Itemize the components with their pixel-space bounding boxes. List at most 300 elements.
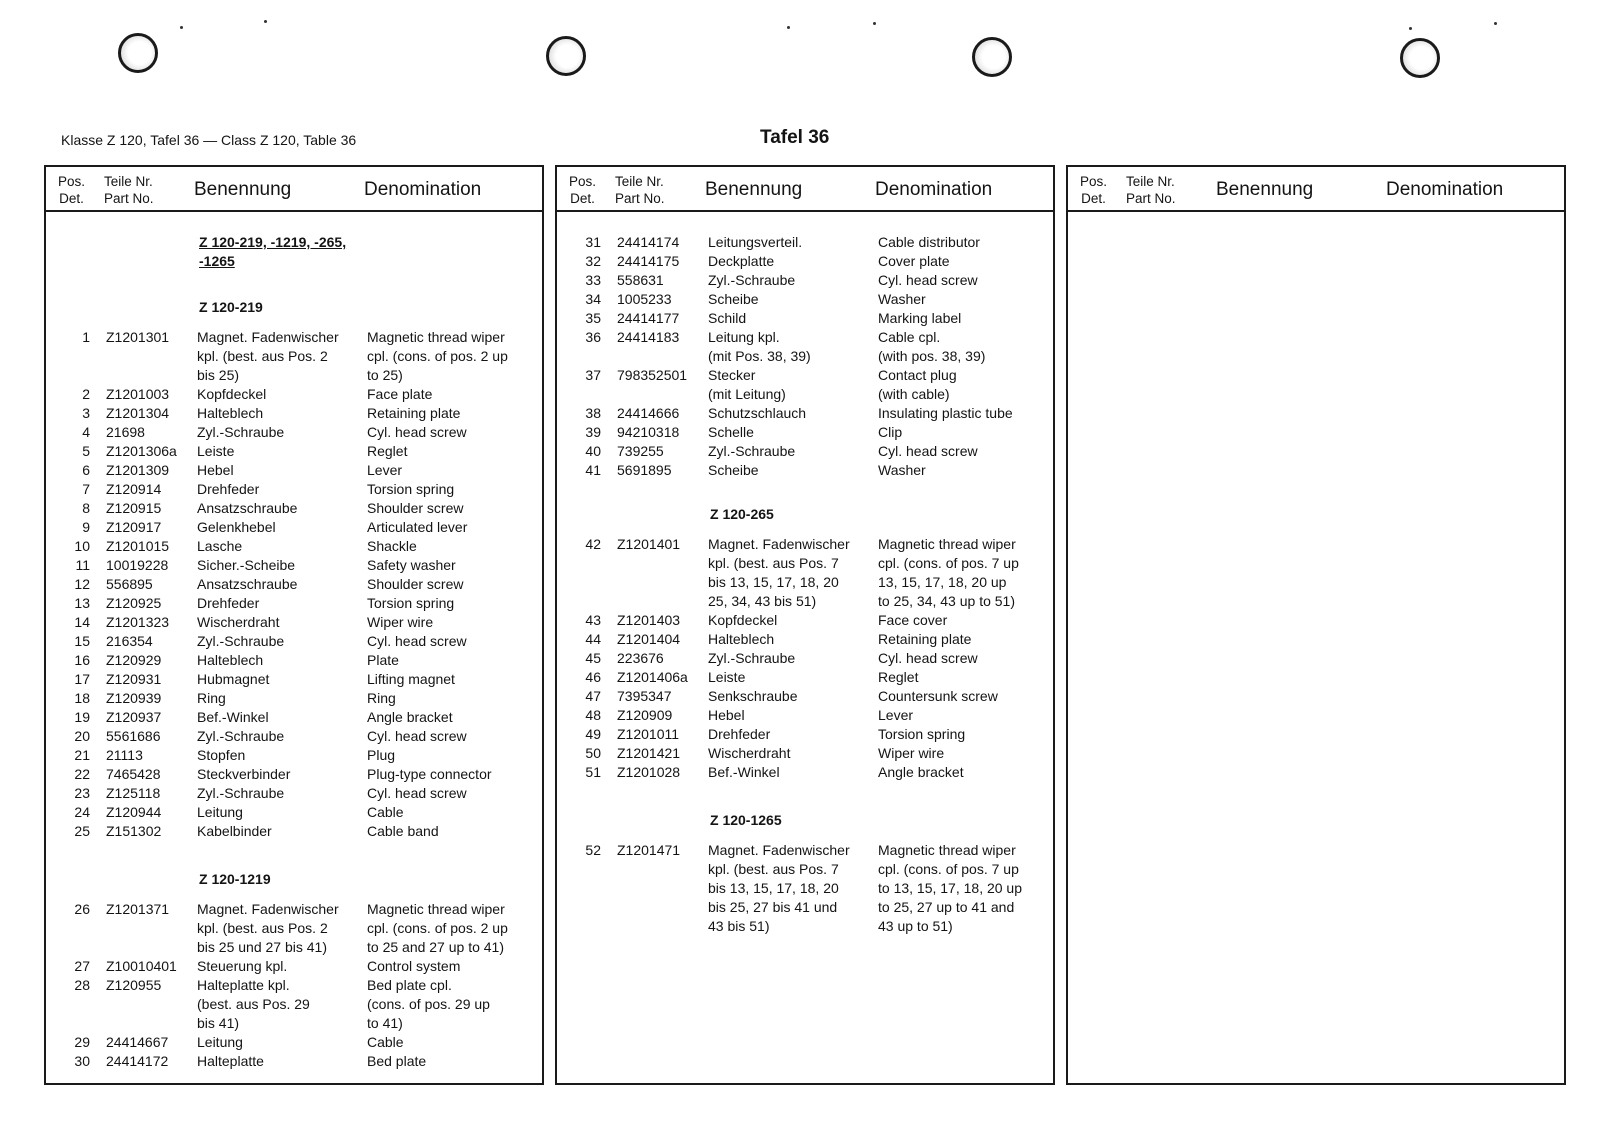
part-number-cell: Z1201401	[617, 536, 681, 553]
benennung-cell: Senkschraube	[708, 688, 798, 705]
benennung-cell: Zyl.-Schraube	[197, 633, 285, 649]
denomination-cell: to 25, 34, 43 up to 51)	[878, 593, 1015, 610]
benennung-cell: Halteblech	[197, 652, 264, 668]
table-row-continuation	[46, 919, 542, 938]
part-number-cell: Z1201323	[106, 614, 170, 630]
pos-cell: 32	[585, 253, 601, 269]
benennung-cell: Magnet. Fadenwischer	[708, 842, 850, 858]
table-row-continuation	[46, 366, 542, 385]
table-row	[557, 309, 1053, 328]
table-row-continuation	[557, 347, 1053, 366]
denomination-cell: Wiper wire	[367, 614, 434, 630]
pos-cell: 1	[82, 329, 90, 345]
benennung-cell: Ansatzschraube	[197, 500, 298, 516]
pos-cell: 47	[585, 688, 601, 705]
table-row	[46, 556, 542, 575]
part-number-cell: 216354	[106, 633, 153, 649]
benennung-cell: Ring	[197, 690, 226, 706]
benennung-cell: Schild	[708, 310, 747, 326]
section-heading: Z 120-219	[199, 298, 263, 315]
table-row	[46, 613, 542, 632]
table-row	[46, 708, 542, 727]
part-number-cell: 5561686	[106, 728, 161, 744]
col-pos-header: Pos. Det.	[569, 174, 597, 206]
denomination-cell: Cable	[367, 804, 404, 820]
table-row-continuation	[46, 938, 542, 957]
benennung-cell: Kopfdeckel	[197, 386, 267, 402]
denomination-cell: Shoulder screw	[367, 576, 464, 592]
punch-hole	[118, 33, 158, 73]
section-heading: Z 120-265	[710, 505, 774, 522]
denomination-cell: Insulating plastic tube	[878, 405, 1013, 421]
benennung-cell: Kopfdeckel	[708, 612, 778, 629]
scan-speck	[787, 26, 790, 29]
denomination-cell: to 25 and 27 up to 41)	[367, 938, 504, 955]
part-number-cell: Z1201306a	[106, 443, 177, 459]
part-number-cell: Z120917	[106, 519, 162, 535]
denomination-cell: 43 up to 51)	[878, 918, 953, 934]
scan-speck	[1494, 22, 1497, 25]
part-number-cell: Z1201011	[617, 726, 680, 743]
section-heading: Z 120-1219	[199, 870, 271, 887]
table-row	[46, 803, 542, 822]
denomination-cell: cpl. (cons. of pos. 2 up	[367, 919, 508, 936]
part-number-cell: 223676	[617, 650, 664, 667]
pos-cell: 6	[82, 462, 90, 478]
col-denomination-header: Denomination	[364, 179, 482, 200]
denomination-cell: Cyl. head screw	[878, 650, 978, 667]
denomination-cell: Magnetic thread wiper	[367, 900, 505, 917]
table-row	[46, 822, 542, 841]
page-title: Tafel 36	[760, 127, 830, 148]
benennung-cell: Schutzschlauch	[708, 405, 807, 421]
benennung-cell: Gelenkhebel	[197, 519, 276, 535]
benennung-cell: bis 13, 15, 17, 18, 20	[708, 880, 839, 896]
table-row	[46, 499, 542, 518]
part-number-cell: 7395347	[617, 688, 672, 705]
benennung-cell: (best. aus Pos. 29	[197, 995, 310, 1012]
part-number-cell: Z1201406a	[617, 669, 688, 686]
scan-speck	[264, 20, 267, 23]
col-pos-header: Pos. Det.	[58, 174, 86, 206]
col-benennung-header: Benennung	[705, 179, 803, 200]
part-number-cell: 24414666	[617, 405, 680, 421]
scan-speck	[873, 22, 876, 25]
punch-hole	[972, 37, 1012, 77]
parts-table-panel-2	[555, 165, 1055, 1085]
pos-cell: 44	[585, 631, 601, 648]
table-row	[557, 706, 1053, 725]
table-row	[557, 763, 1053, 782]
denomination-cell: Torsion spring	[878, 726, 966, 743]
part-number-cell: 5691895	[617, 462, 672, 478]
benennung-cell: bis 13, 15, 17, 18, 20	[708, 574, 839, 591]
table-row	[46, 518, 542, 537]
part-number-cell: 24414174	[617, 234, 680, 250]
part-number-cell: Z1201003	[106, 386, 170, 402]
table-row-continuation	[46, 995, 542, 1014]
benennung-cell: bis 25 und 27 bis 41)	[197, 938, 327, 955]
benennung-cell: 25, 34, 43 bis 51)	[708, 593, 817, 610]
denomination-cell: Control system	[367, 957, 461, 974]
part-number-cell: Z1201304	[106, 405, 170, 421]
denomination-cell: Face plate	[367, 386, 433, 402]
denomination-cell: Cable band	[367, 823, 439, 839]
denomination-cell: to 41)	[367, 1014, 403, 1031]
part-number-cell: 798352501	[617, 367, 688, 383]
denomination-cell: Articulated lever	[367, 519, 468, 535]
pos-cell: 41	[585, 462, 601, 478]
pos-cell: 4	[82, 424, 90, 440]
benennung-cell: bis 41)	[197, 1014, 240, 1031]
pos-cell: 38	[585, 405, 601, 421]
denomination-cell: Wiper wire	[878, 745, 945, 762]
benennung-cell: Zyl.-Schraube	[708, 443, 796, 459]
table-row	[46, 632, 542, 651]
col-denomination-header: Denomination	[875, 179, 993, 200]
pos-cell: 2	[82, 386, 90, 402]
denomination-cell: Safety washer	[367, 557, 456, 573]
pos-cell: 23	[74, 785, 90, 801]
table-row	[557, 611, 1053, 630]
benennung-cell: kpl. (best. aus Pos. 7	[708, 555, 839, 572]
section-heading: -1265	[199, 253, 235, 269]
part-number-cell: 10019228	[106, 557, 169, 573]
table-row	[46, 900, 542, 919]
pos-cell: 9	[82, 519, 90, 535]
table-header	[557, 167, 1053, 212]
table-row	[557, 668, 1053, 687]
benennung-cell: Steuerung kpl.	[197, 957, 288, 974]
table-row	[46, 784, 542, 803]
benennung-cell: Steckverbinder	[197, 766, 291, 782]
pos-cell: 30	[74, 1052, 90, 1069]
table-row	[557, 725, 1053, 744]
pos-cell: 42	[585, 536, 601, 553]
benennung-cell: Zyl.-Schraube	[197, 785, 285, 801]
denomination-cell: Torsion spring	[367, 481, 455, 497]
class-line: Klasse Z 120, Tafel 36 — Class Z 120, Table 36	[61, 132, 357, 148]
pos-cell: 52	[585, 842, 601, 858]
pos-cell: 25	[74, 823, 90, 839]
pos-cell: 17	[74, 671, 90, 687]
table-row	[46, 594, 542, 613]
pos-cell: 51	[585, 764, 601, 781]
table-row-continuation	[557, 592, 1053, 611]
pos-cell: 14	[74, 614, 90, 630]
benennung-cell: Hebel	[708, 707, 745, 724]
table-row	[46, 689, 542, 708]
denomination-cell: Shoulder screw	[367, 500, 464, 516]
benennung-cell: Drehfeder	[708, 726, 771, 743]
benennung-cell: Kabelbinder	[197, 823, 272, 839]
table-row	[557, 841, 1053, 860]
table-row	[46, 404, 542, 423]
pos-cell: 16	[74, 652, 90, 668]
pos-cell: 35	[585, 310, 601, 326]
denomination-cell: 13, 15, 17, 18, 20 up	[878, 574, 1007, 591]
benennung-cell: Schelle	[708, 424, 754, 440]
pos-cell: 24	[74, 804, 90, 820]
table-row	[557, 423, 1053, 442]
denomination-cell: Marking label	[878, 310, 962, 326]
denomination-cell: Cover plate	[878, 253, 950, 269]
denomination-cell: Reglet	[878, 669, 919, 686]
part-number-cell: 24414183	[617, 329, 680, 345]
denomination-cell: Angle bracket	[367, 709, 453, 725]
table-row	[46, 746, 542, 765]
pos-cell: 28	[74, 976, 90, 993]
part-number-cell: Z1201404	[617, 631, 681, 648]
table-row	[557, 271, 1053, 290]
denomination-cell: Cyl. head screw	[367, 424, 467, 440]
part-number-cell: 558631	[617, 272, 664, 288]
benennung-cell: Halteblech	[708, 631, 775, 648]
part-number-cell: Z120929	[106, 652, 162, 668]
denomination-cell: Face cover	[878, 612, 948, 629]
denomination-cell: Cyl. head screw	[367, 728, 467, 744]
table-row	[557, 366, 1053, 385]
table-row	[557, 649, 1053, 668]
part-number-cell: Z120925	[106, 595, 162, 611]
table-row	[557, 252, 1053, 271]
table-row-continuation	[557, 573, 1053, 592]
part-number-cell: 24414667	[106, 1033, 169, 1050]
denomination-cell: Plug	[367, 747, 396, 763]
denomination-cell: Cable	[367, 1033, 404, 1050]
part-number-cell: Z120931	[106, 671, 162, 687]
benennung-cell: 43 bis 51)	[708, 918, 770, 934]
denomination-cell: Washer	[878, 291, 926, 307]
benennung-cell: Bef.-Winkel	[197, 709, 269, 725]
part-number-cell: Z120939	[106, 690, 162, 706]
benennung-cell: Scheibe	[708, 291, 759, 307]
pos-cell: 22	[74, 766, 90, 782]
table-row	[46, 651, 542, 670]
pos-cell: 36	[585, 329, 601, 345]
table-row	[557, 687, 1053, 706]
pos-cell: 12	[74, 576, 90, 592]
pos-cell: 29	[74, 1033, 90, 1050]
table-row	[46, 727, 542, 746]
denomination-cell: to 13, 15, 17, 18, 20 up	[878, 880, 1023, 896]
benennung-cell: Stecker	[708, 367, 756, 383]
pos-cell: 49	[585, 726, 601, 743]
pos-cell: 20	[74, 728, 90, 744]
benennung-cell: kpl. (best. aus Pos. 2	[197, 919, 328, 936]
benennung-cell: Drehfeder	[197, 595, 260, 611]
part-number-cell: Z120944	[106, 804, 162, 820]
table-header	[46, 167, 542, 212]
denomination-cell: Reglet	[367, 443, 408, 459]
denomination-cell: Clip	[878, 424, 903, 440]
table-row-continuation	[557, 879, 1053, 898]
table-row	[46, 1052, 542, 1071]
table-row	[557, 630, 1053, 649]
table-row	[46, 1033, 542, 1052]
pos-cell: 3	[82, 405, 90, 421]
pos-cell: 19	[74, 709, 90, 725]
col-denomination-header: Denomination	[1386, 179, 1504, 200]
denomination-cell: Bed plate cpl.	[367, 976, 452, 993]
denomination-cell: cpl. (cons. of pos. 7 up	[878, 861, 1019, 877]
denomination-cell: Bed plate	[367, 1052, 427, 1069]
pos-cell: 40	[585, 443, 601, 459]
pos-cell: 15	[74, 633, 90, 649]
table-row-continuation	[557, 898, 1053, 917]
benennung-cell: Bef.-Winkel	[708, 764, 780, 781]
denomination-cell: Washer	[878, 462, 926, 478]
denomination-cell: Plug-type connector	[367, 766, 492, 782]
parts-table-panel-3	[1066, 165, 1566, 1085]
pos-cell: 18	[74, 690, 90, 706]
benennung-cell: Hubmagnet	[197, 671, 270, 687]
table-row	[46, 480, 542, 499]
table-row	[46, 575, 542, 594]
scan-speck	[180, 26, 183, 29]
table-row	[557, 328, 1053, 347]
denomination-cell: Countersunk screw	[878, 688, 998, 705]
pos-cell: 8	[82, 500, 90, 516]
denomination-cell: Cyl. head screw	[878, 443, 978, 459]
table-row	[46, 442, 542, 461]
col-part-header: Teile Nr. Part No.	[1126, 174, 1176, 206]
table-row	[46, 461, 542, 480]
pos-cell: 7	[82, 481, 90, 497]
benennung-cell: Halteplatte	[197, 1052, 264, 1069]
pos-cell: 27	[74, 957, 90, 974]
table-row-continuation	[557, 385, 1053, 404]
benennung-cell: Magnet. Fadenwischer	[197, 329, 339, 345]
table-row	[46, 537, 542, 556]
table-row-continuation	[557, 860, 1053, 879]
denomination-cell: to 25)	[367, 367, 403, 383]
benennung-cell: Leitung	[197, 804, 243, 820]
table-row-continuation	[46, 347, 542, 366]
table-row	[46, 385, 542, 404]
part-number-cell: 1005233	[617, 291, 672, 307]
benennung-cell: Leitung kpl.	[708, 329, 780, 345]
pos-cell: 43	[585, 612, 601, 629]
part-number-cell: Z120937	[106, 709, 162, 725]
table-row	[557, 442, 1053, 461]
part-number-cell: Z1201421	[617, 745, 681, 762]
benennung-cell: Zyl.-Schraube	[708, 650, 796, 667]
denomination-cell: Cable cpl.	[878, 329, 941, 345]
table-row	[46, 976, 542, 995]
denomination-cell: cpl. (cons. of pos. 2 up	[367, 348, 508, 364]
part-number-cell: 556895	[106, 576, 153, 592]
denomination-cell: cpl. (cons. of pos. 7 up	[878, 555, 1019, 572]
punch-hole	[1400, 38, 1440, 78]
pos-cell: 31	[585, 234, 601, 250]
denomination-cell: (cons. of pos. 29 up	[367, 995, 490, 1012]
parts-table-panel-1	[44, 165, 544, 1085]
pos-cell: 13	[74, 595, 90, 611]
benennung-cell: Scheibe	[708, 462, 759, 478]
denomination-cell: Retaining plate	[367, 405, 461, 421]
table-row	[557, 290, 1053, 309]
denomination-cell: to 25, 27 up to 41 and	[878, 899, 1015, 915]
pos-cell: 46	[585, 669, 601, 686]
benennung-cell: Sicher.-Scheibe	[197, 557, 296, 573]
table-row	[557, 461, 1053, 480]
benennung-cell: Drehfeder	[197, 481, 260, 497]
benennung-cell: Wischerdraht	[708, 745, 791, 762]
benennung-cell: Wischerdraht	[197, 614, 280, 630]
col-part-header: Teile Nr. Part No.	[615, 174, 665, 206]
col-part-header: Teile Nr. Part No.	[104, 174, 154, 206]
denomination-cell: (with pos. 38, 39)	[878, 348, 986, 364]
table-row	[46, 765, 542, 784]
benennung-cell: Zyl.-Schraube	[197, 728, 285, 744]
benennung-cell: Halteblech	[197, 405, 264, 421]
denomination-cell: Shackle	[367, 538, 417, 554]
benennung-cell: Stopfen	[197, 747, 246, 763]
table-row	[46, 328, 542, 347]
table-header	[1068, 167, 1564, 212]
part-number-cell: 7465428	[106, 766, 161, 782]
denomination-cell: Cyl. head screw	[367, 785, 467, 801]
benennung-cell: Leitung	[197, 1033, 243, 1050]
benennung-cell: Leiste	[197, 443, 235, 459]
benennung-cell: Deckplatte	[708, 253, 775, 269]
table-row-continuation	[557, 554, 1053, 573]
pos-cell: 11	[75, 557, 90, 573]
denomination-cell: Cable distributor	[878, 234, 980, 250]
table-row	[557, 404, 1053, 423]
col-pos-header: Pos. Det.	[1080, 174, 1108, 206]
denomination-cell: Torsion spring	[367, 595, 455, 611]
denomination-cell: Magnetic thread wiper	[367, 329, 505, 345]
pos-cell: 37	[585, 367, 601, 383]
part-number-cell: Z1201309	[106, 462, 170, 478]
pos-cell: 26	[74, 900, 90, 917]
benennung-cell: Magnet. Fadenwischer	[708, 536, 850, 553]
table-row-continuation	[557, 917, 1053, 936]
section-heading: Z 120-219, -1219, -265,	[199, 234, 347, 250]
benennung-cell: Leitungsverteil.	[708, 234, 803, 250]
denomination-cell: Lever	[367, 462, 403, 478]
denomination-cell: Contact plug	[878, 367, 957, 383]
table-row	[557, 233, 1053, 252]
denomination-cell: Magnetic thread wiper	[878, 536, 1016, 553]
benennung-cell: Zyl.-Schraube	[708, 272, 796, 288]
part-number-cell: Z120909	[617, 707, 673, 724]
denomination-cell: Retaining plate	[878, 631, 972, 648]
benennung-cell: (mit Pos. 38, 39)	[708, 348, 811, 364]
col-benennung-header: Benennung	[194, 179, 292, 200]
table-row	[557, 744, 1053, 763]
part-number-cell: Z10010401	[106, 957, 177, 974]
denomination-cell: Angle bracket	[878, 764, 964, 781]
benennung-cell: Ansatzschraube	[197, 576, 298, 592]
benennung-cell: bis 25, 27 bis 41 und	[708, 899, 838, 915]
table-row-continuation	[46, 1014, 542, 1033]
benennung-cell: kpl. (best. aus Pos. 7	[708, 861, 839, 877]
part-number-cell: Z120915	[106, 500, 162, 516]
denomination-cell: (with cable)	[878, 386, 950, 402]
benennung-cell: (mit Leitung)	[708, 386, 786, 402]
denomination-cell: Plate	[367, 652, 399, 668]
benennung-cell: bis 25)	[197, 367, 240, 383]
benennung-cell: Hebel	[197, 462, 234, 478]
scan-speck	[1409, 27, 1412, 30]
part-number-cell: Z1201028	[617, 764, 681, 781]
part-number-cell: 21113	[106, 747, 143, 763]
benennung-cell: Magnet. Fadenwischer	[197, 900, 339, 917]
benennung-cell: Halteplatte kpl.	[197, 976, 290, 993]
